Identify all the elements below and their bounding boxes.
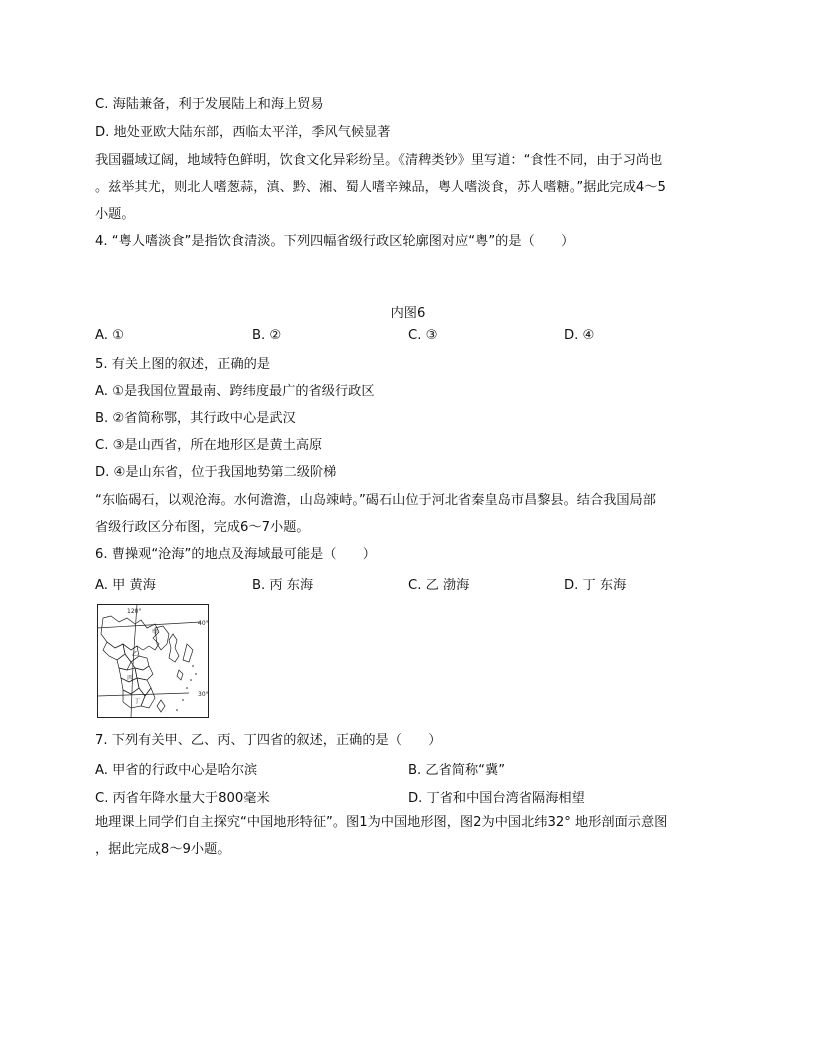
figure-caption: 内图6	[390, 306, 426, 321]
q5-option-c: C. ③是山西省，所在地形区是黄土高原	[95, 438, 323, 453]
q6-option-b: B. 丙 东海	[252, 578, 314, 593]
passage-line-1: 我国疆域辽阔，地域特色鲜明，饮食文化异彩纷呈。《清稗类钞》里写道：“食性不同，由于习尚也	[95, 153, 663, 168]
q7-option-c: C. 丙省年降水量大于800毫米	[95, 791, 270, 806]
q4-option-c: C. ③	[408, 328, 438, 343]
q7-option-a: A. 甲省的行政中心是哈尔滨	[95, 763, 258, 778]
q5-option-d: D. ④是山东省，位于我国地势第二级阶梯	[95, 465, 337, 480]
passage3-line-1: 地理课上同学们自主探究“中国地形特征”。图1为中国地形图，图2为中国北纬32° 地形剖面示意图	[95, 815, 668, 830]
q7-option-b: B. 乙省简称“冀”	[408, 763, 506, 778]
passage2-line-1: “东临碣石，以观沧海。水何澹澹，山岛竦峙。”碣石山位于河北省秦皇岛市昌黎县。结合我国局部	[95, 493, 656, 508]
longitude-label: 120°	[127, 608, 142, 615]
province-label-jia: 甲	[152, 629, 159, 636]
q7-option-d: D. 丁省和中国台湾省隔海相望	[408, 791, 585, 806]
q6-option-a: A. 甲 黄海	[95, 578, 156, 593]
q5-option-a: A. ①是我国位置最南、跨纬度最广的省级行政区	[95, 384, 375, 399]
question-5: 5. 有关上图的叙述，正确的是	[95, 357, 271, 372]
passage2-line-2: 省级行政区分布图，完成6～7小题。	[95, 520, 310, 535]
q4-option-d: D. ④	[564, 328, 595, 343]
q4-option-b: B. ②	[252, 328, 282, 343]
latitude-30-label: 30°	[198, 691, 209, 698]
province-map	[97, 604, 209, 718]
q6-option-d: D. 丁 东海	[564, 578, 627, 593]
option-line-c: C. 海陆兼备，利于发展陆上和海上贸易	[95, 97, 324, 112]
q5-option-b: B. ②省简称鄂，其行政中心是武汉	[95, 411, 296, 426]
question-6: 6. 曹操观“沧海”的地点及海域最可能是（ ）	[95, 547, 376, 562]
latitude-40-label: 40°	[198, 620, 209, 627]
passage-line-2: 。兹举其尤，则北人嗜葱蒜，滇、黔、湘、蜀人嗜辛辣品，粤人嗜淡食，苏人嗜糖。”据此完成4～5	[95, 180, 666, 195]
passage-line-3: 小题。	[95, 207, 135, 222]
option-line-d: D. 地处亚欧大陆东部，西临太平洋，季风气候显著	[95, 125, 391, 140]
q4-option-a: A. ①	[95, 328, 124, 343]
province-label-yi: 乙	[132, 651, 139, 658]
q6-option-c: C. 乙 渤海	[408, 578, 470, 593]
province-label-ding: 丁	[134, 698, 141, 705]
question-7: 7. 下列有关甲、乙、丙、丁四省的叙述，正确的是（ ）	[95, 733, 442, 748]
passage3-line-2: ，据此完成8～9小题。	[95, 842, 231, 857]
province-label-bing: 丙	[127, 675, 134, 682]
question-4: 4. “粤人嗜淡食”是指饮食清淡。下列四幅省级行政区轮廓图对应“粤”的是（ ）	[95, 234, 575, 249]
